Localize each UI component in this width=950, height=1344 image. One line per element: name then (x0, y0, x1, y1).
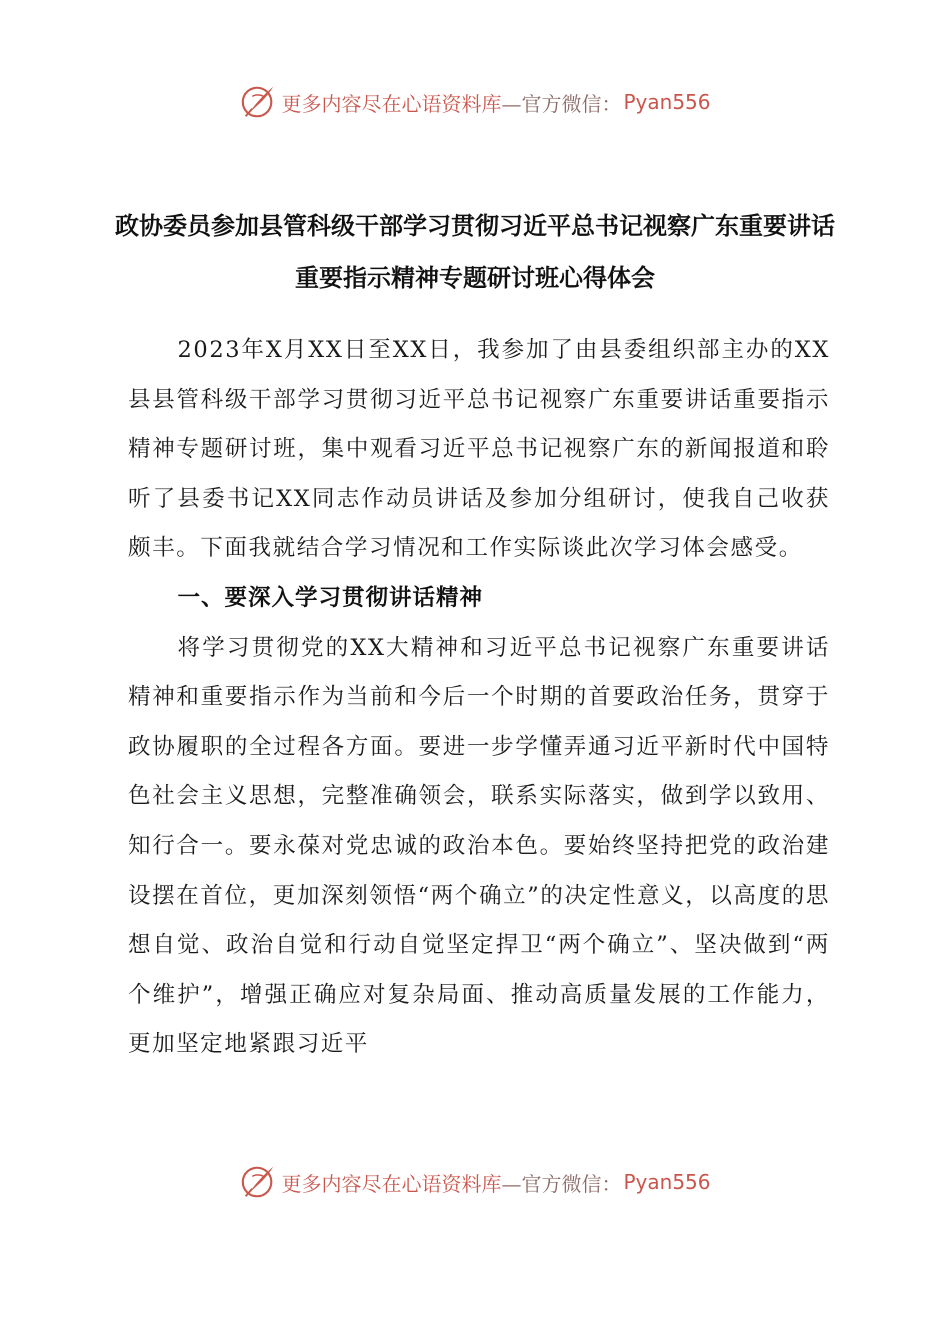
quill-logo-icon (239, 83, 277, 121)
document-title: 政协委员参加县管科级干部学习贯彻习近平总书记视察广东重要讲话重要指示精神专题研讨班心得体会 (115, 212, 835, 292)
watermark-wechat-label: —官方微信： (501, 1171, 622, 1196)
watermark-wechat-label: —官方微信： (501, 91, 622, 116)
watermark-text: 更多内容尽在心语资料库 (281, 1171, 502, 1196)
quill-logo-icon (239, 1163, 277, 1201)
intro-paragraph: 2023年X月XX日至XX日，我参加了由县委组织部主办的XX县县管科级干部学习贯彻习近平总书记视察广东重要讲话重要指示精神专题研讨班，集中观看习近平总书记视察广东的新闻报道和聆听了县委书记XX同志作动员讲话及参加分组研讨，使我自己收获颇丰。下面我就结合学习情况和工作实际谈此次学习体会感受。 (128, 337, 830, 562)
watermark-text: 更多内容尽在心语资料库 (281, 91, 502, 116)
section-heading: 一、要深入学习贯彻讲话精神 (177, 584, 484, 611)
section-paragraph: 将学习贯彻党的XX大精神和习近平总书记视察广东重要讲话精神和重要指示作为当前和今后一个时期的首要政治任务，贯穿于政协履职的全过程各方面。要进一步学懂弄通习近平新时代中国特色社会主义思想，完整准确领会，联系实际落实，做到学以致用、知行合一。要永葆对党忠诚的政治本色。要始终坚持把党的政治建设摆在首位，更加深刻领悟“两个确立”的决定性意义，以高度的思想自觉、政治自觉和行动自觉坚定捍卫“两个确立”、坚决做到“两个维护”，增强正确应对复杂局面、推动高质量发展的工作能力，更加坚定地紧跟习近平 (128, 634, 830, 1058)
document-body (128, 326, 830, 1070)
watermark-wechat-id: Pyan556 (623, 1170, 711, 1194)
header-watermark (0, 80, 950, 124)
footer-watermark (0, 1160, 950, 1204)
watermark-wechat-id: Pyan556 (623, 90, 711, 114)
